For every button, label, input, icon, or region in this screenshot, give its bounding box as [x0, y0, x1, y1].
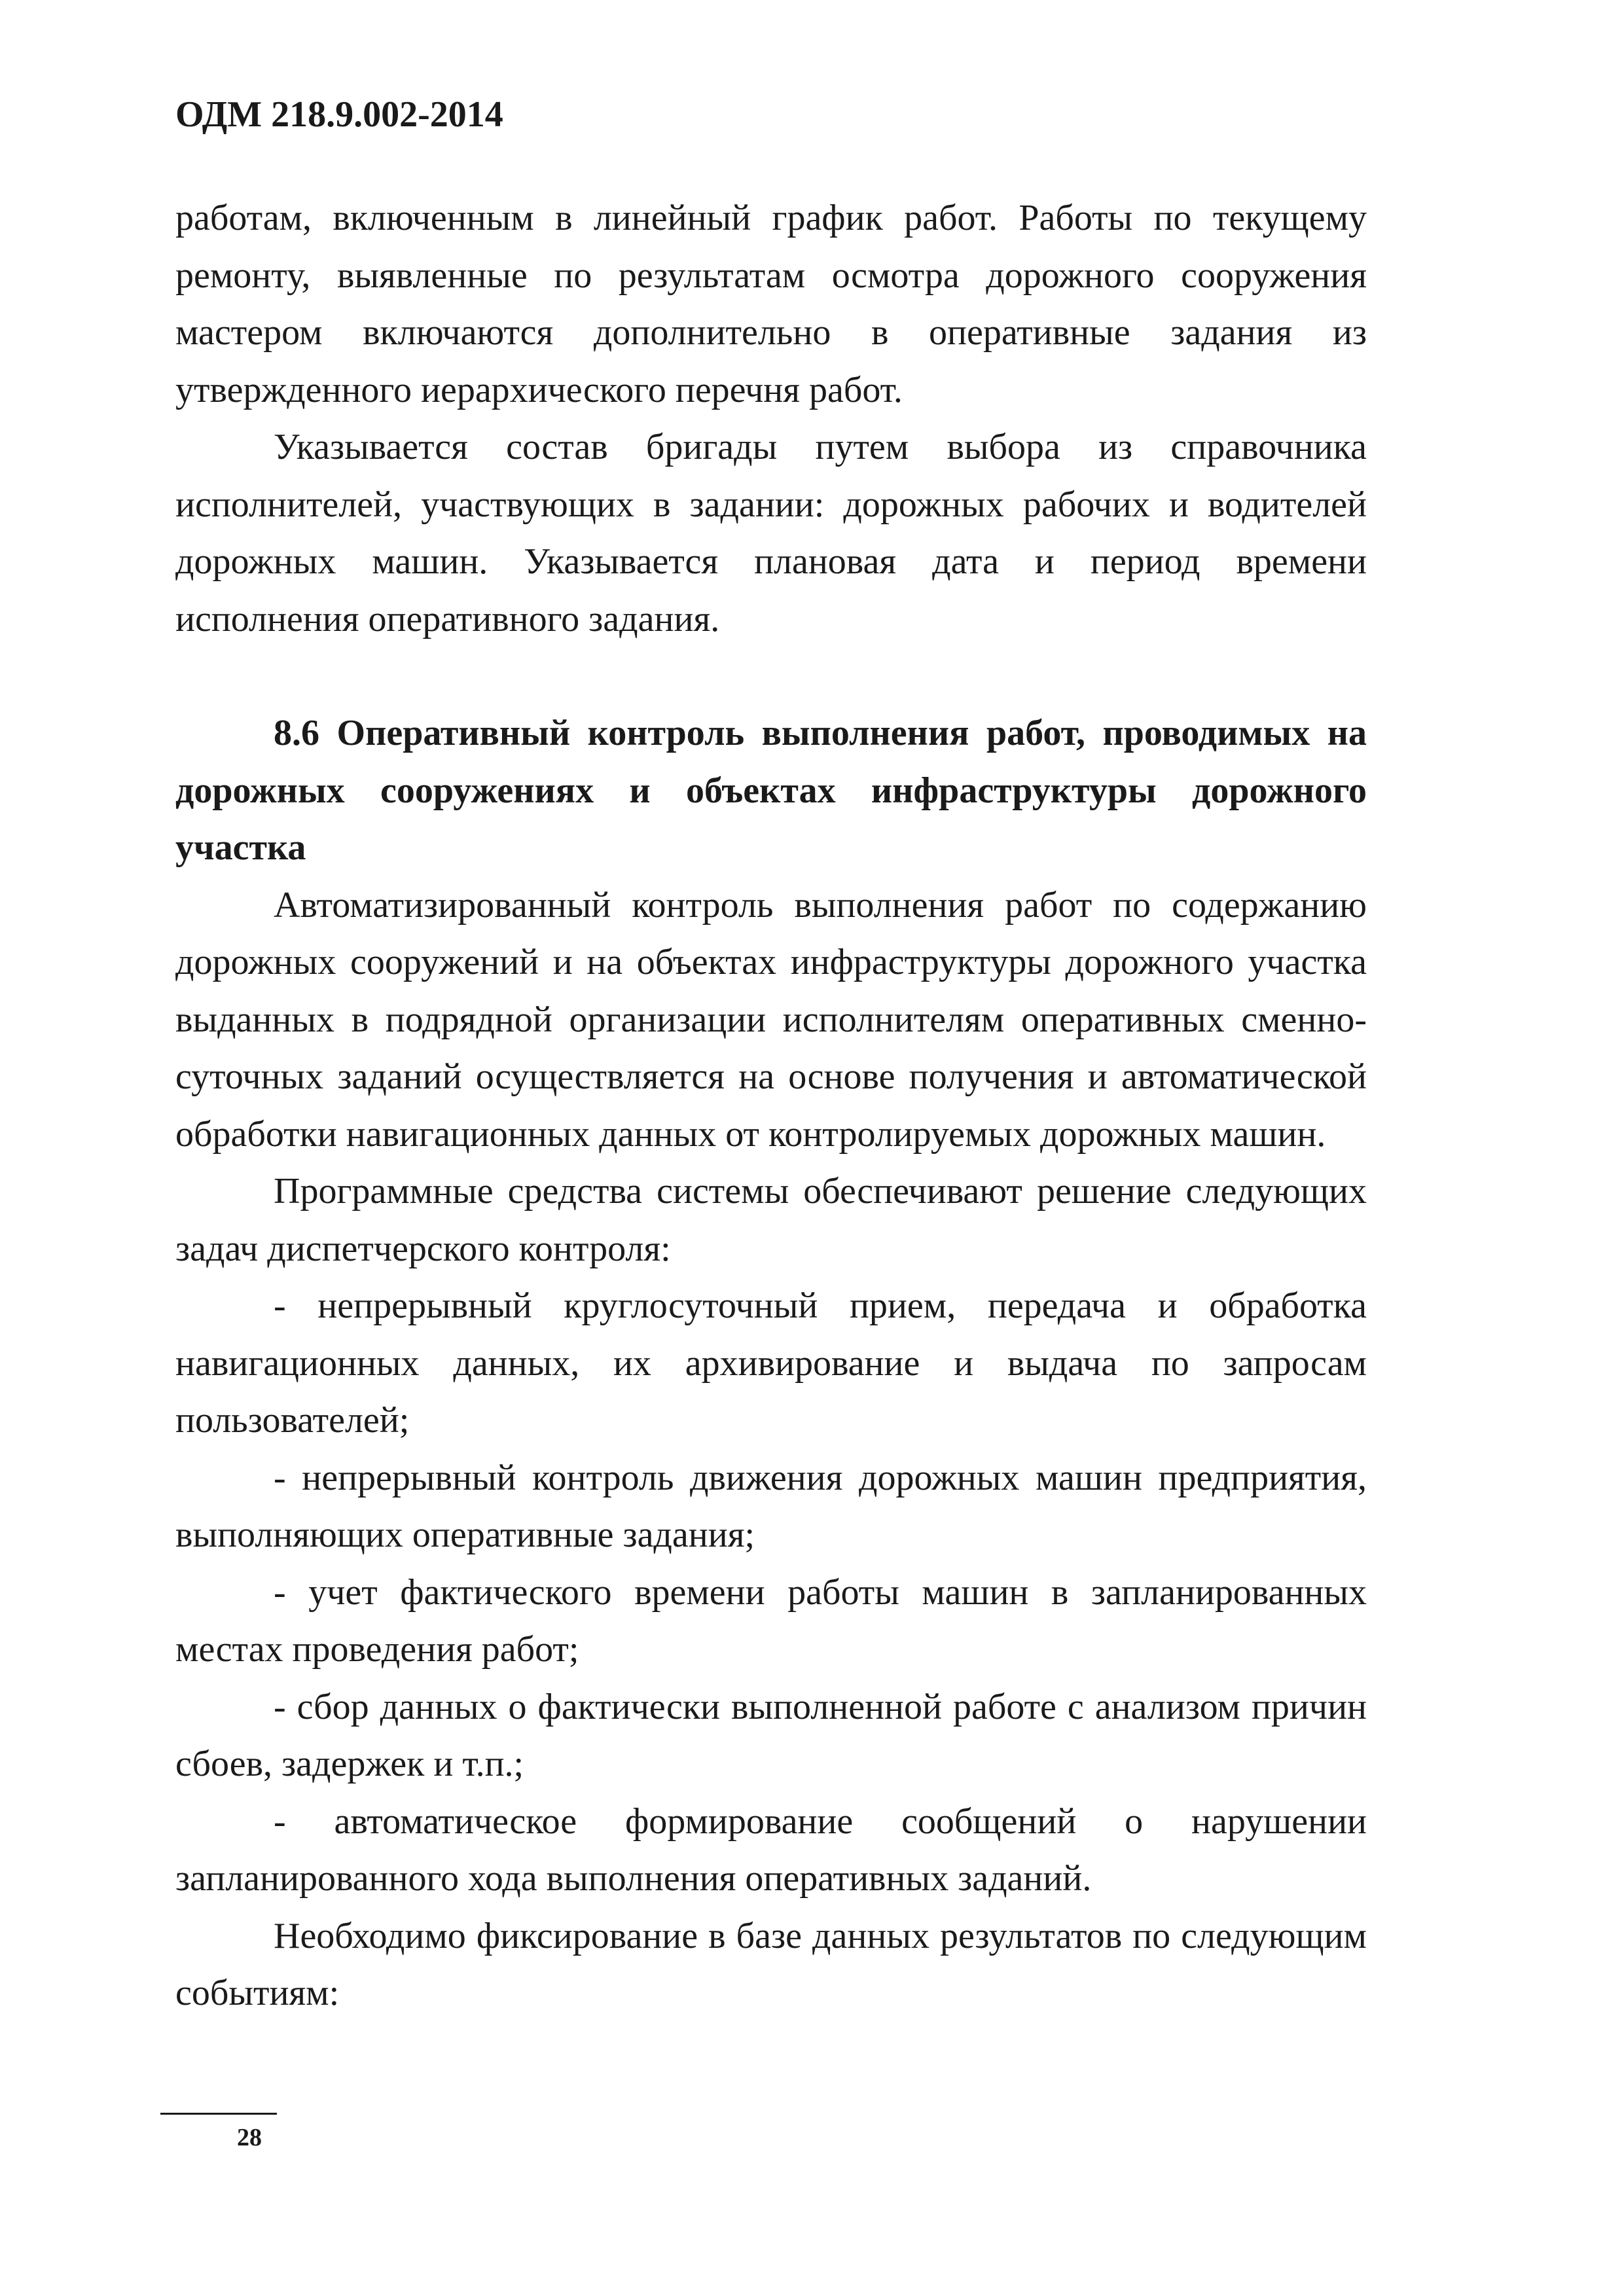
- paragraph-continued: работам, включенным в линейный график работ. Работы по текущему ремонту, выявленные по результатам осмотра дорожного сооружения мастером включаются дополнительно в оперативные задания из утвержденного иерархического перечня работ.: [175, 198, 1367, 410]
- document-code-header: ОДМ 218.9.002-2014: [175, 94, 503, 135]
- section-heading: 8.6 Оперативный контроль выполнения работ, проводимых на дорожных сооружениях и объектах инфраструктуры дорожного участка: [175, 713, 1367, 868]
- paragraph-software-tasks: Программные средства системы обеспечивают решение следующих задач диспетчерского контроля:: [175, 1171, 1367, 1269]
- list-item-violation-messages: - автоматическое формирование сообщений о нарушении запланированного хода выполнения оперативных заданий.: [175, 1801, 1367, 1899]
- list-item-navigation-data: - непрерывный круглосуточный прием, передача и обработка навигационных данных, их архивирование и выдача по запросам пользователей;: [175, 1285, 1367, 1441]
- paragraph-brigade-composition: Указывается состав бригады путем выбора из справочника исполнителей, участвующих в задании: дорожных рабочих и водителей дорожных машин. Указывается плановая дата и период времени исполнения оперативного задания.: [175, 427, 1367, 639]
- document-body: [175, 190, 1367, 2022]
- footer-divider: [160, 2113, 277, 2115]
- list-item-work-time: - учет фактического времени работы машин в запланированных местах проведения работ;: [175, 1571, 1367, 1670]
- list-item-work-data: - сбор данных о фактически выполненной работе с анализом причин сбоев, задержек и т.п.;: [175, 1686, 1367, 1784]
- page-number: 28: [237, 2124, 262, 2151]
- paragraph-automated-control: Автоматизированный контроль выполнения работ по содержанию дорожных сооружений и на объектах инфраструктуры дорожного участка выданных в подрядной организации исполнителям оперативных сменно-суточных заданий осуществляется на основе получения и автоматической обработки навигационных данных от контролируемых дорожных машин.: [175, 884, 1367, 1155]
- paragraph-database-events: Необходимо фиксирование в базе данных результатов по следующим событиям:: [175, 1915, 1367, 2013]
- list-item-movement-control: - непрерывный контроль движения дорожных машин предприятия, выполняющих оперативные задания;: [175, 1457, 1367, 1555]
